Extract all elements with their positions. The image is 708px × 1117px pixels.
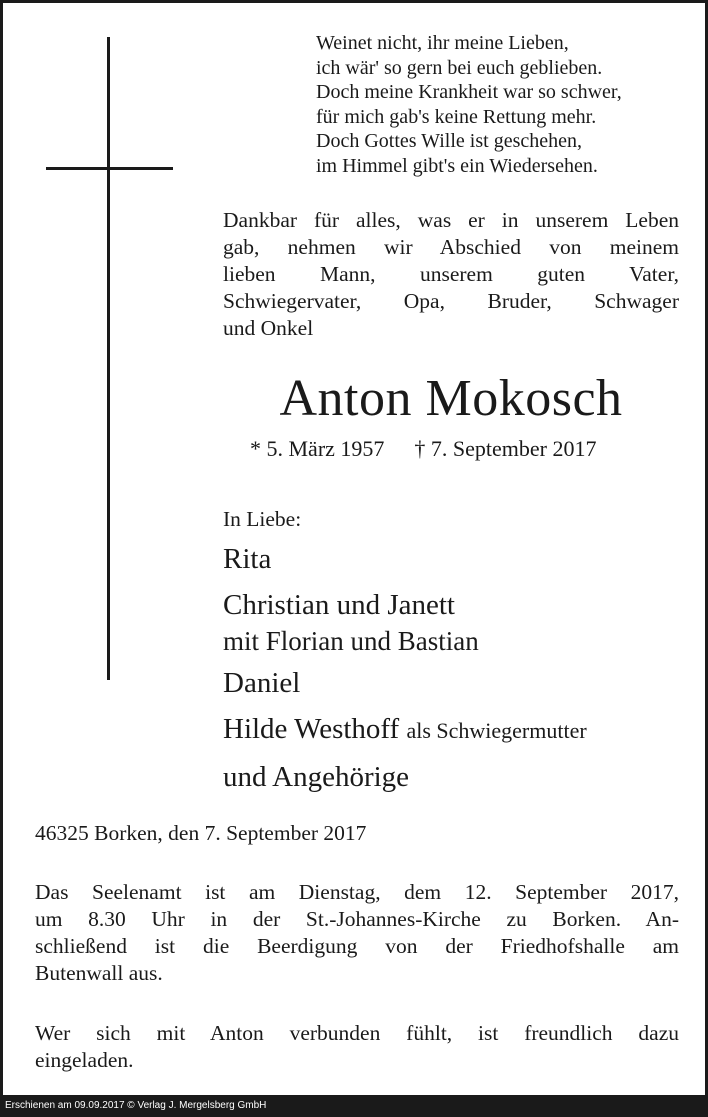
mourners-list [223, 540, 587, 796]
service-info [35, 879, 679, 987]
poem-line: Weinet nicht, ihr meine Lieben, [316, 32, 569, 54]
intro-line: Dankbar für alles, was er in unserem Leben [223, 208, 679, 232]
intro-line: Schwiegervater, Opa, Bruder, Schwager [223, 289, 679, 313]
poem-line: Doch Gottes Wille ist geschehen, [316, 130, 582, 152]
intro-line: gab, nehmen wir Abschied von meinem [223, 235, 679, 259]
mourner-daniel: Daniel [223, 667, 301, 699]
intro-line: lieben Mann, unserem guten Vater, [223, 262, 679, 286]
birth-date: * 5. März 1957 [250, 436, 385, 461]
mourner-hilde-role: als Schwiegermutter [406, 718, 587, 743]
invitation-line: Wer sich mit Anton verbunden fühlt, ist freundlich dazu [35, 1021, 679, 1045]
place-date: 46325 Borken, den 7. September 2017 [35, 821, 367, 845]
mourner-christian: Christian und Janett [223, 589, 455, 621]
publication-footer: Erschienen am 09.09.2017 © Verlag J. Mergelsberg GmbH [0, 1095, 708, 1117]
service-line: Das Seelenamt ist am Dienstag, dem 12. September 2017, [35, 880, 679, 904]
poem [316, 31, 622, 178]
intro-text [223, 207, 679, 342]
mourner-rita: Rita [223, 543, 272, 575]
death-date: † 7. September 2017 [414, 436, 597, 461]
invitation-info [35, 1020, 679, 1074]
invitation-line: eingeladen. [35, 1048, 134, 1072]
poem-line: Doch meine Krankheit war so schwer, [316, 81, 622, 103]
mourners-heading: In Liebe: [223, 507, 302, 531]
cross-horizontal-bar [46, 167, 173, 170]
cross-vertical-bar [107, 37, 110, 680]
intro-line: und Onkel [223, 316, 314, 340]
mourner-hilde-row [223, 710, 587, 750]
service-line: um 8.30 Uhr in der St.-Johannes-Kirche zu Borken. An- [35, 907, 679, 931]
poem-line: im Himmel gibt's ein Wiedersehen. [316, 154, 598, 177]
mourner-christian-sub: mit Florian und Bastian [223, 626, 479, 656]
service-line: Butenwall aus. [35, 961, 163, 985]
service-line: schließend ist die Beerdigung von der Friedhofshalle am [35, 934, 679, 958]
deceased-name: Anton Mokosch [279, 370, 623, 427]
life-dates [250, 435, 597, 463]
mourner-hilde: Hilde Westhoff [223, 713, 400, 745]
poem-line: ich wär' so gern bei euch geblieben. [316, 56, 603, 79]
mourner-relatives: und Angehörige [223, 761, 410, 793]
poem-line: für mich gab's keine Rettung mehr. [316, 105, 597, 128]
